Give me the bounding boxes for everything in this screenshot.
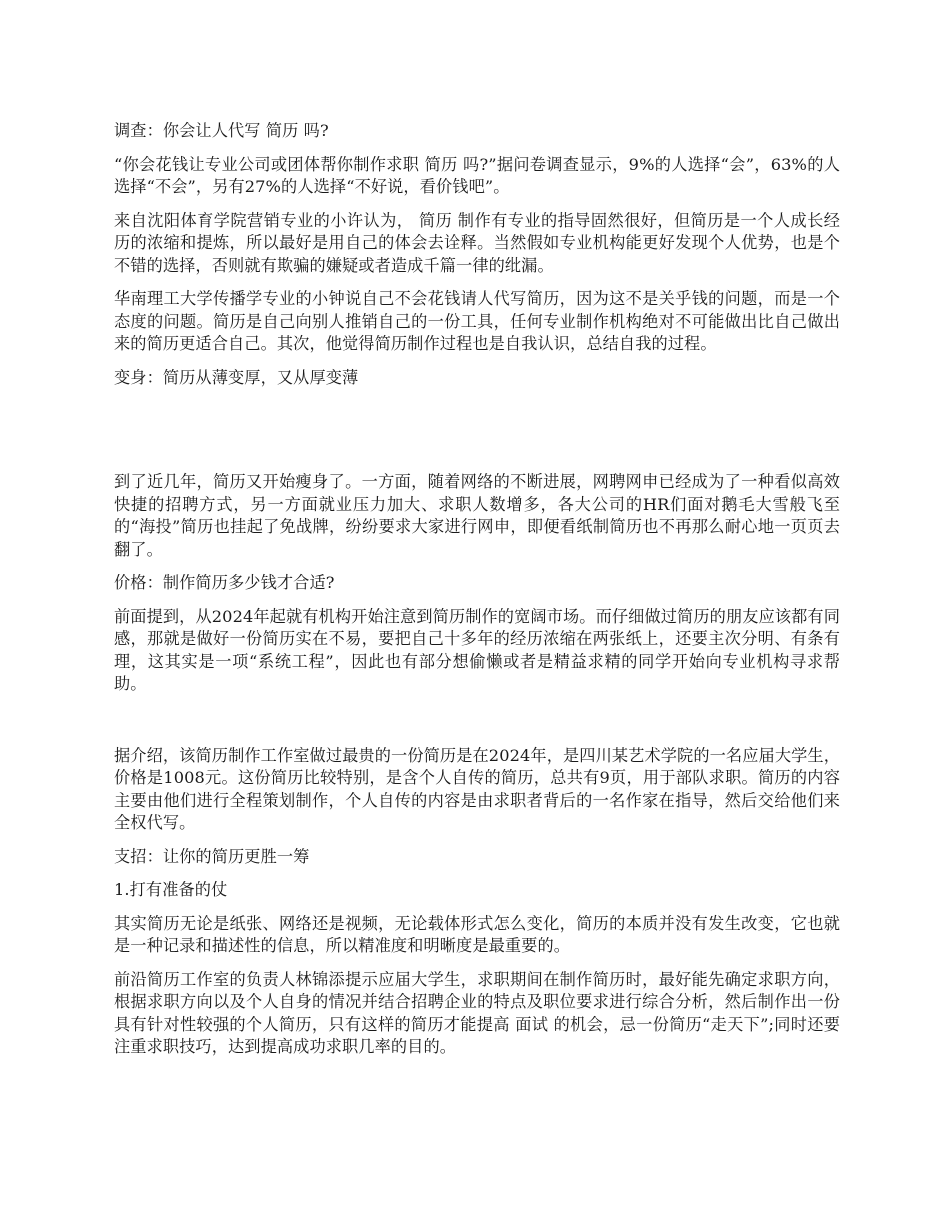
section-heading-transform: 变身：简历从薄变厚，又从厚变薄 — [114, 367, 359, 387]
blank-space — [114, 400, 840, 471]
paragraph: 华南理工大学传播学专业的小钟说自己不会花钱请人代写简历，因为这不是关乎钱的问题，而是一个态度的问题。简历是自己向别人推销自己的一份工具，任何专业制作机构绝对不可能做出比自己做出来的简历更适合自己。其次，他觉得简历制作过程也是自我认识，总结自我的过程。 — [114, 289, 840, 353]
paragraph: 据介绍，该简历制作工作室做过最贵的一份简历是在2024年，是四川某艺术学院的一名应届大学生，价格是1008元。这份简历比较特别，是含个人自传的简历，总共有9页，用于部队求职。简历的内容主要由他们进行全程策划制作，个人自传的内容是由求职者背后的一名作家在指导，然后交给他们来全权代写。 — [114, 745, 840, 832]
document-body — [114, 120, 840, 1070]
section-heading-price: 价格：制作简历多少钱才合适? — [114, 573, 335, 592]
section-heading-survey: 调查：你会让人代写 简历 吗? — [114, 121, 329, 140]
paragraph: 其实简历无论是纸张、网络还是视频，无论载体形式怎么变化，简历的本质并没有发生改变，它也就是一种记录和描述性的信息，所以精准度和明晰度是最重要的。 — [114, 913, 840, 955]
section-heading-tips: 支招：让你的简历更胜一筹 — [114, 846, 310, 866]
subheading-prepare: 1.打有准备的仗 — [114, 880, 228, 899]
paragraph: “你会花钱让专业公司或团体帮你制作求职 简历 吗?”据问卷调查显示，9%的人选择“会”，63%的人选择“不会”，另有27%的人选择“不好说，看价钱吧”。 — [114, 154, 840, 196]
paragraph: 到了近几年，简历又开始瘦身了。一方面，随着网络的不断进展，网聘网申已经成为了一种看似高效快捷的招聘方式，另一方面就业压力加大、求职人数增多，各大公司的HR们面对鹅毛大雪般飞至的“海投”简历也挂起了免战牌，纷纷要求大家进行网申，即便看纸制简历也不再那么耐心地一页页去翻了。 — [114, 472, 840, 559]
paragraph: 前沿简历工作室的负责人林锦添提示应届大学生，求职期间在制作简历时，最好能先确定求职方向，根据求职方向以及个人自身的情况并结合招聘企业的特点及职位要求进行综合分析，然后制作出一份具有针对性较强的个人简历，只有这样的简历才能提高 面试 的机会，忌一份简历“走天下”;同时还要注重求职技巧，达到提高成功求职几率的目的。 — [114, 969, 840, 1056]
paragraph: 来自沈阳体育学院营销专业的小许认为， 简历 制作有专业的指导固然很好，但简历是一个人成长经历的浓缩和提炼，所以最好是用自己的体会去诠释。当然假如专业机构能更好发现个人优势，也是个不错的选择，否则就有欺骗的嫌疑或者造成千篇一律的纰漏。 — [114, 210, 840, 275]
paragraph: 前面提到，从2024年起就有机构开始注意到简历制作的宽阔市场。而仔细做过简历的朋友应该都有同感，那就是做好一份简历实在不易，要把自己十多年的经历浓缩在两张纸上，还要主次分明、有条有理，这其实是一项“系统工程”，因此也有部分想偷懒或者是精益求精的同学开始向专业机构寻求帮助。 — [114, 606, 840, 693]
blank-space — [114, 707, 840, 745]
